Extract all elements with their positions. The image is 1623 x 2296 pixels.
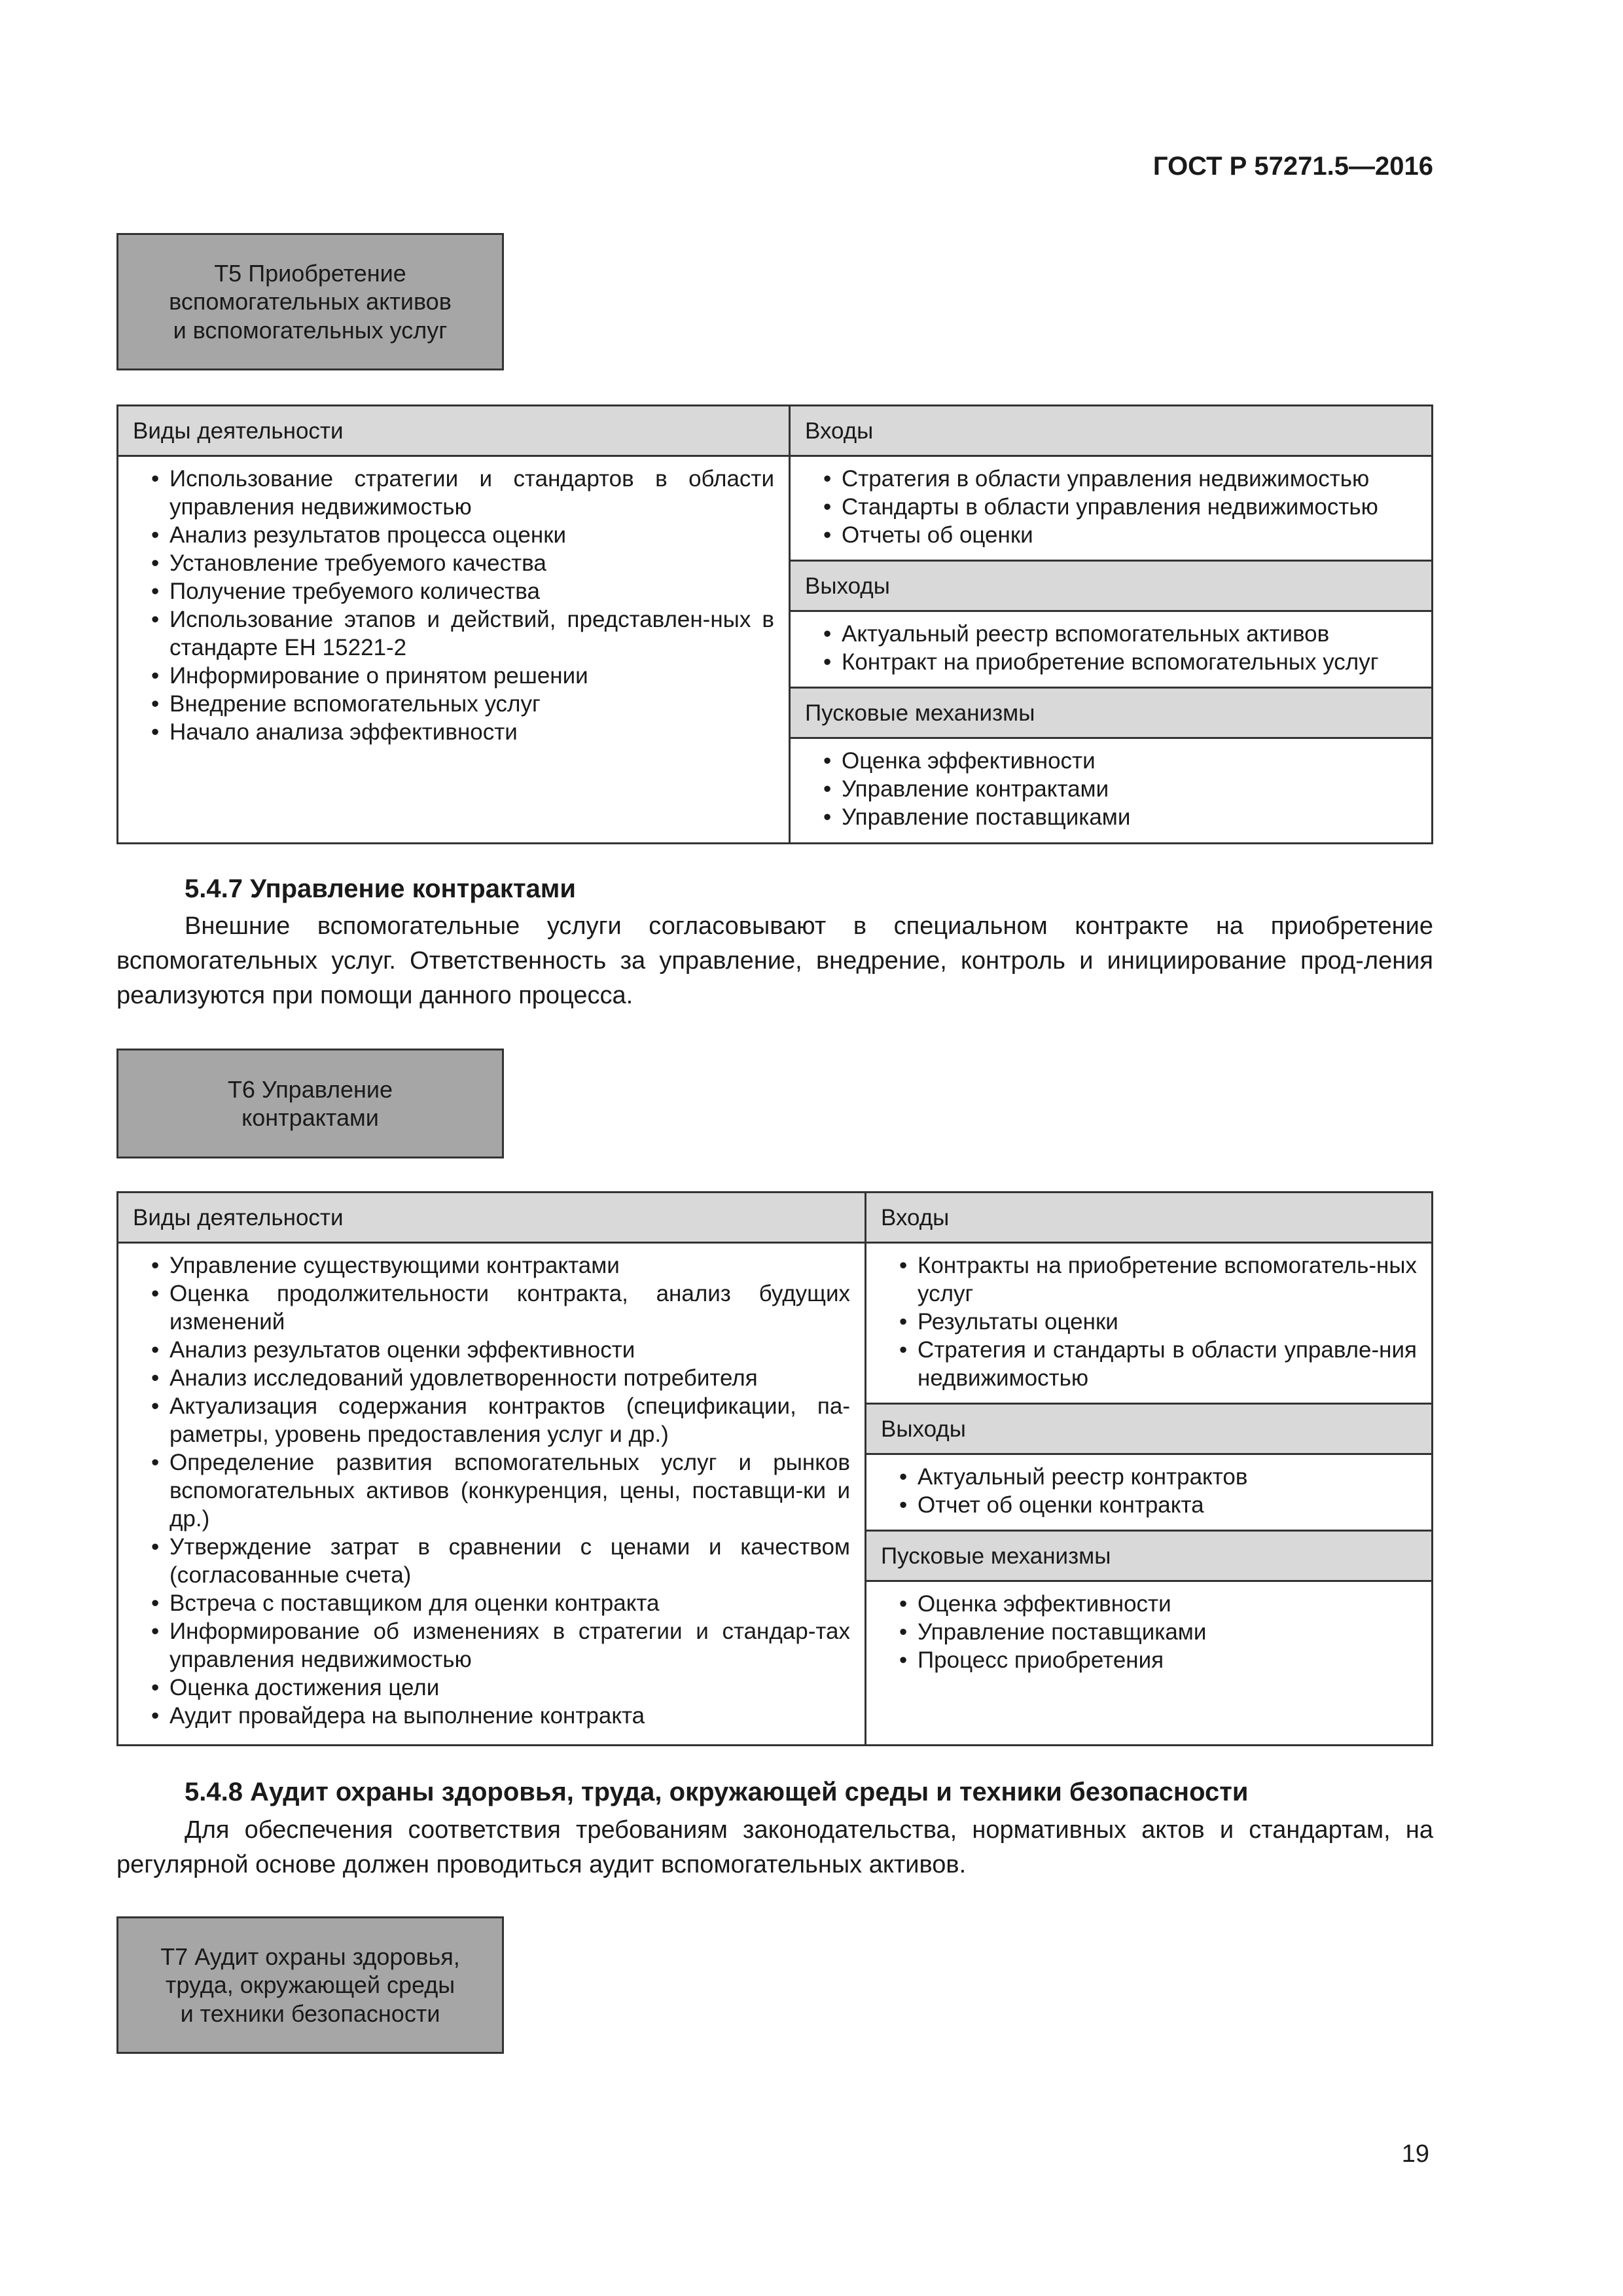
process-box-t7-label: Т7 Аудит охраны здоровья, труда, окружающей среды и техники безопасности xyxy=(160,1943,460,2027)
list-item: • Информирование об изменениях в стратегии и стандар-тах управления недвижимостью xyxy=(133,1617,850,1674)
list-item: • Встреча с поставщиком для оценки контракта xyxy=(133,1589,850,1617)
list-item: • Определение развития вспомогательных услуг и рынков вспомогательных активов (конкуренция, цены, поставщи-ки и др.) xyxy=(133,1448,850,1533)
list-item: • Анализ результатов процесса оценки xyxy=(133,521,774,549)
activities-header: Виды деятельности xyxy=(118,1193,865,1244)
list-item: • Аудит провайдера на выполнение контракта xyxy=(133,1702,850,1730)
inputs-list xyxy=(881,1251,1417,1392)
table-t5 xyxy=(116,404,1433,844)
list-item: • Отчеты об оценки xyxy=(805,521,1417,549)
triggers-cell xyxy=(791,739,1431,842)
table-t6 xyxy=(116,1191,1433,1746)
triggers-list xyxy=(805,747,1417,831)
section-text-5-4-8: Для обеспечения соответствия требованиям законодательства, нормативных актов и стандартам, на регулярной основе должен проводиться аудит вспомогательных активов. xyxy=(116,1816,1433,1878)
process-box-t7 xyxy=(116,1916,504,2054)
list-item: • Использование стратегии и стандартов в области управления недвижимостью xyxy=(133,465,774,521)
list-item: • Контракты на приобретение вспомогатель-ных услуг xyxy=(881,1251,1417,1308)
list-item: • Стандарты в области управления недвижимостью xyxy=(805,493,1417,521)
list-item: • Актуализация содержания контрактов (спецификации, па-раметры, уровень предоставления услуг и др.) xyxy=(133,1392,850,1448)
list-item: • Актуальный реестр вспомогательных активов xyxy=(805,620,1417,648)
list-item: • Управление поставщиками xyxy=(805,803,1417,831)
list-item: • Стратегия в области управления недвижимостью xyxy=(805,465,1417,493)
outputs-header: Выходы xyxy=(791,560,1431,612)
triggers-list xyxy=(881,1590,1417,1674)
inputs-cell xyxy=(866,1244,1431,1403)
list-item: • Использование этапов и действий, представлен-ных в стандарте ЕН 15221-2 xyxy=(133,605,774,662)
list-item: • Оценка достижения цели xyxy=(133,1674,850,1702)
list-item: • Оценка эффективности xyxy=(805,747,1417,775)
list-item: • Начало анализа эффективности xyxy=(133,718,774,746)
list-item: • Анализ результатов оценки эффективности xyxy=(133,1336,850,1364)
inputs-header: Входы xyxy=(791,406,1431,457)
list-item: • Утверждение затрат в сравнении с ценами и качеством (согласованные счета) xyxy=(133,1533,850,1589)
list-item: • Анализ исследований удовлетворенности потребителя xyxy=(133,1364,850,1392)
process-box-t5 xyxy=(116,233,504,370)
process-box-t5-label: Т5 Приобретение вспомогательных активов и вспомогательных услуг xyxy=(169,260,452,344)
list-item: • Результаты оценки xyxy=(881,1308,1417,1336)
section-heading-5-4-8: 5.4.8 Аудит охраны здоровья, труда, окружающей среды и техники безопасности xyxy=(185,1778,1249,1806)
triggers-cell xyxy=(866,1582,1431,1744)
process-box-t6 xyxy=(116,1049,504,1158)
list-item: • Стратегия и стандарты в области управле-ния недвижимостью xyxy=(881,1336,1417,1392)
list-item: • Информирование о принятом решении xyxy=(133,662,774,690)
activities-list xyxy=(133,1251,850,1730)
list-item: • Установление требуемого качества xyxy=(133,549,774,577)
list-item: • Управление существующими контрактами xyxy=(133,1251,850,1280)
list-item: • Контракт на приобретение вспомогательных услуг xyxy=(805,648,1417,676)
outputs-list xyxy=(805,620,1417,676)
list-item: • Отчет об оценки контракта xyxy=(881,1491,1417,1519)
list-item: • Процесс приобретения xyxy=(881,1646,1417,1674)
page-number: 19 xyxy=(1401,2140,1429,2168)
activities-header: Виды деятельности xyxy=(118,406,789,457)
list-item: • Внедрение вспомогательных услуг xyxy=(133,690,774,718)
section-heading-5-4-7: 5.4.7 Управление контрактами xyxy=(185,874,576,903)
list-item: • Актуальный реестр контрактов xyxy=(881,1463,1417,1491)
outputs-cell xyxy=(866,1455,1431,1530)
section-text-5-4-7: Внешние вспомогательные услуги согласовывают в специальном контракте на приобретение вспомогательных услуг. Ответственность за управление, внедрение, контроль и инициирование прод-ления реализуются при помощи данного процесса. xyxy=(116,912,1433,1009)
inputs-list xyxy=(805,465,1417,549)
outputs-header: Выходы xyxy=(866,1403,1431,1455)
activities-cell xyxy=(118,1244,865,1740)
activities-list xyxy=(133,465,774,746)
activities-column xyxy=(118,1193,866,1744)
triggers-header: Пусковые механизмы xyxy=(866,1530,1431,1582)
list-item: • Оценка продолжительности контракта, анализ будущих изменений xyxy=(133,1280,850,1336)
inputs-header: Входы xyxy=(866,1193,1431,1244)
list-item: • Оценка эффективности xyxy=(881,1590,1417,1618)
inputs-cell xyxy=(791,457,1431,560)
activities-cell xyxy=(118,457,789,757)
list-item: • Управление поставщиками xyxy=(881,1618,1417,1646)
io-column xyxy=(866,1193,1431,1744)
activities-column xyxy=(118,406,791,842)
outputs-list xyxy=(881,1463,1417,1519)
triggers-header: Пусковые механизмы xyxy=(791,687,1431,739)
process-box-t6-label: Т6 Управление контрактами xyxy=(227,1075,393,1131)
io-column xyxy=(791,406,1431,842)
outputs-cell xyxy=(791,612,1431,687)
list-item: • Управление контрактами xyxy=(805,775,1417,803)
document-code: ГОСТ Р 57271.5—2016 xyxy=(1152,152,1433,181)
list-item: • Получение требуемого количества xyxy=(133,577,774,605)
